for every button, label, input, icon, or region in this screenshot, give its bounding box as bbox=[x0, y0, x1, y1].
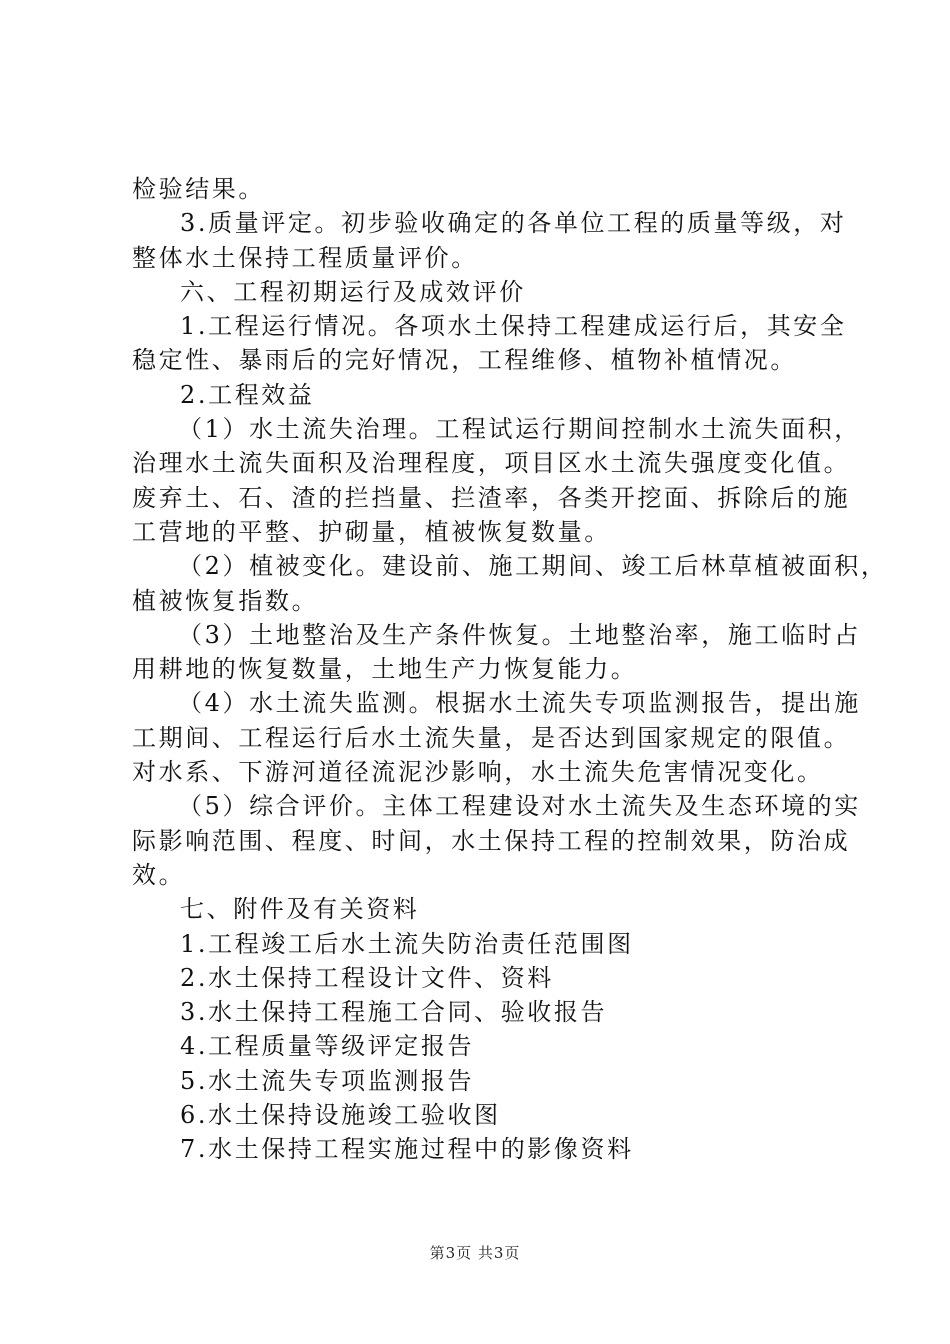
text-line: （5）综合评价。主体工程建设对水土流失及生态环境的实 bbox=[178, 792, 861, 821]
text-line: 对水系、下游河道径流泥沙影响，水土流失危害情况变化。 bbox=[132, 758, 824, 787]
list-item: 3.水土保持工程施工合同、验收报告 bbox=[180, 998, 608, 1027]
list-item: 5.水土流失专项监测报告 bbox=[180, 1066, 475, 1095]
text-line: 治理水土流失面积及治理程度，项目区水土流失强度变化值。 bbox=[132, 449, 851, 478]
text-line: （1）水土流失治理。工程试运行期间控制水土流失面积， bbox=[178, 415, 861, 444]
list-item: 4.工程质量等级评定报告 bbox=[180, 1032, 475, 1061]
text-line: 工期间、工程运行后水土流失量，是否达到国家规定的限值。 bbox=[132, 723, 851, 752]
text-line: 植被恢复指数。 bbox=[132, 586, 319, 615]
list-item: 2.水土保持工程设计文件、资料 bbox=[180, 963, 554, 992]
list-item: 1.工程竣工后水土流失防治责任范围图 bbox=[180, 929, 634, 958]
list-item: 6.水土保持设施竣工验收图 bbox=[180, 1101, 501, 1130]
section-heading: 七、附件及有关资料 bbox=[180, 895, 420, 924]
text-line: （3）土地整治及生产条件恢复。土地整治率，施工临时占 bbox=[178, 620, 861, 649]
text-line: 检验结果。 bbox=[132, 175, 265, 203]
text-line: 废弃土、石、渣的拦挡量、拦渣率，各类开挖面、拆除后的施 bbox=[132, 483, 851, 512]
text-line: 稳定性、暴雨后的完好情况，工程维修、植物补植情况。 bbox=[132, 346, 797, 375]
list-item: 7.水土保持工程实施过程中的影像资料 bbox=[180, 1135, 634, 1164]
subsection-heading: 2.工程效益 bbox=[180, 380, 315, 409]
text-line: （2）植被变化。建设前、施工期间、竣工后林草植被面积， bbox=[178, 552, 888, 581]
text-line: 3.质量评定。初步验收确定的各单位工程的质量等级，对 bbox=[180, 209, 847, 238]
page-number-footer: 第3页 共3页 bbox=[429, 1244, 521, 1262]
text-line: 1.工程运行情况。各项水土保持工程建成运行后，其安全 bbox=[180, 312, 847, 341]
document-body bbox=[132, 172, 888, 1167]
text-line: 用耕地的恢复数量，土地生产力恢复能力。 bbox=[132, 655, 638, 684]
text-line: 工营地的平整、护砌量，植被恢复数量。 bbox=[132, 517, 611, 546]
text-line: （4）水土流失监测。根据水土流失专项监测报告，提出施 bbox=[178, 689, 861, 718]
text-line: 整体水土保持工程质量评价。 bbox=[132, 243, 478, 272]
text-line: 效。 bbox=[132, 860, 186, 889]
section-heading: 六、工程初期运行及成效评价 bbox=[180, 277, 526, 306]
text-line: 际影响范围、程度、时间，水土保持工程的控制效果，防治成 bbox=[132, 826, 851, 855]
